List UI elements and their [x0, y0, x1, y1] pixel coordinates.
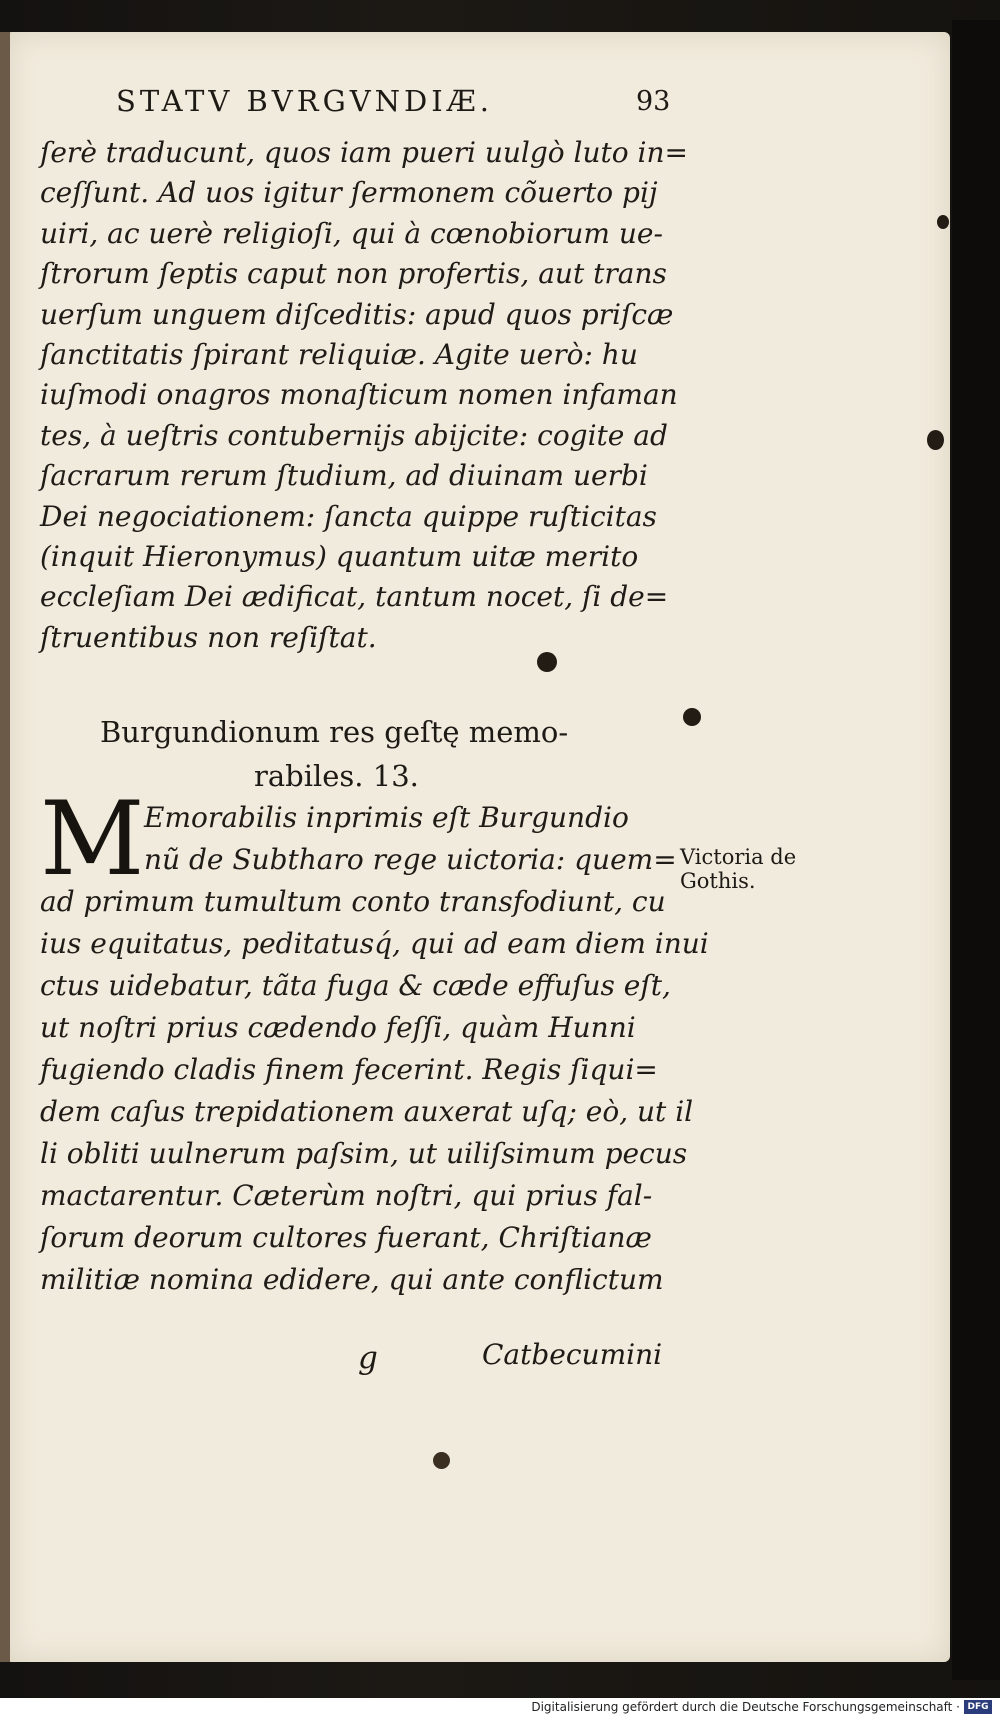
- ink-spot: [683, 708, 701, 726]
- text-line: ius equitatus, peditatusq́, qui ad eam diem inui: [40, 927, 709, 960]
- body-text: [40, 133, 688, 658]
- text-line: mactarentur. Cæterùm noſtri, qui prius fal-: [40, 1179, 653, 1212]
- ink-spot: [537, 652, 557, 672]
- text-line: (inquit Hieronymus) quantum uitæ merito: [40, 539, 639, 573]
- marginal-note-line: Victoria de: [680, 845, 797, 869]
- text-line: tes, à ueſtris contubernijs abijcite: cogite ad: [40, 418, 668, 452]
- drop-cap-initial: M: [40, 780, 145, 899]
- text-line: uiri, ac uerè religioſi, qui à cœnobiorum ue-: [40, 216, 663, 250]
- chapter-heading: [100, 710, 660, 798]
- running-head: STATV BVRGVNDIÆ.: [116, 84, 494, 118]
- ink-spot: [937, 215, 949, 229]
- chapter-text: [40, 797, 709, 1301]
- text-line: eccleſiam Dei ædificat, tantum nocet, ſi de=: [40, 580, 669, 614]
- text-line: ſerè traducunt, quos iam pueri uulgò luto in=: [40, 136, 688, 169]
- marginal-note-line: Gothis.: [680, 869, 756, 893]
- text-line: uerſum unguem diſceditis: apud quos priſcæ: [40, 297, 674, 331]
- marginal-note: [680, 845, 796, 893]
- text-line: ſtrorum ſeptis caput non profertis, aut trans: [40, 257, 667, 291]
- text-line: ſacrarum rerum ſtudium, ad diuinam uerbi: [40, 459, 648, 493]
- text-line: Emorabilis inprimis eſt Burgundio: [144, 801, 629, 834]
- chapter-heading-line: Burgundionum res geſtę memo-: [100, 715, 569, 749]
- page-gutter: [0, 32, 10, 1662]
- text-line: ſorum deorum cultores fuerant, Chriſtianæ: [40, 1221, 652, 1254]
- text-line: Dei negociationem: ſancta quippe ruſticitas: [40, 499, 657, 533]
- text-line: ctus uidebatur, tãta fuga & cæde effuſus eſt,: [40, 969, 671, 1002]
- text-line: iuſmodi onagros monaſticum nomen infaman: [40, 378, 678, 412]
- text-line: ſtruentibus non reſiſtat.: [40, 620, 377, 654]
- signature-mark: g: [358, 1340, 378, 1376]
- digitization-credit: Digitalisierung gefördert durch die Deutsche Forschungsgemeinschaft ·: [531, 1700, 960, 1714]
- text-line: militiæ nomina edidere, qui ante conflictum: [40, 1263, 664, 1296]
- catchword: Catbecumini: [482, 1338, 663, 1371]
- ink-spot: [927, 430, 944, 450]
- text-line: ut noſtri prius cædendo feſſi, quàm Hunni: [40, 1011, 636, 1044]
- book-edge-shadow: [952, 20, 1000, 1680]
- text-line: ſanctitatis ſpirant reliquiæ. Agite uerò: hu: [40, 337, 638, 371]
- text-line: ad primum tumultum conto transfodiunt, cu: [40, 885, 666, 918]
- text-line: ceſſunt. Ad uos igitur ſermonem cõuerto pij: [40, 176, 658, 210]
- text-line: nũ de Subtharo rege uictoria: quem=: [144, 843, 677, 876]
- ink-spot: [433, 1452, 450, 1469]
- chapter-heading-line: rabiles. 13.: [254, 759, 419, 793]
- text-line: li obliti uulnerum paſsim, ut uiliſsimum pecus: [40, 1137, 688, 1170]
- dfg-logo: DFG: [964, 1700, 992, 1714]
- text-line: dem caſus trepidationem auxerat uſq; eò, ut il: [40, 1095, 694, 1128]
- page-number: 93: [636, 86, 671, 117]
- text-line: fugiendo cladis finem fecerint. Regis ſiqui=: [40, 1053, 658, 1086]
